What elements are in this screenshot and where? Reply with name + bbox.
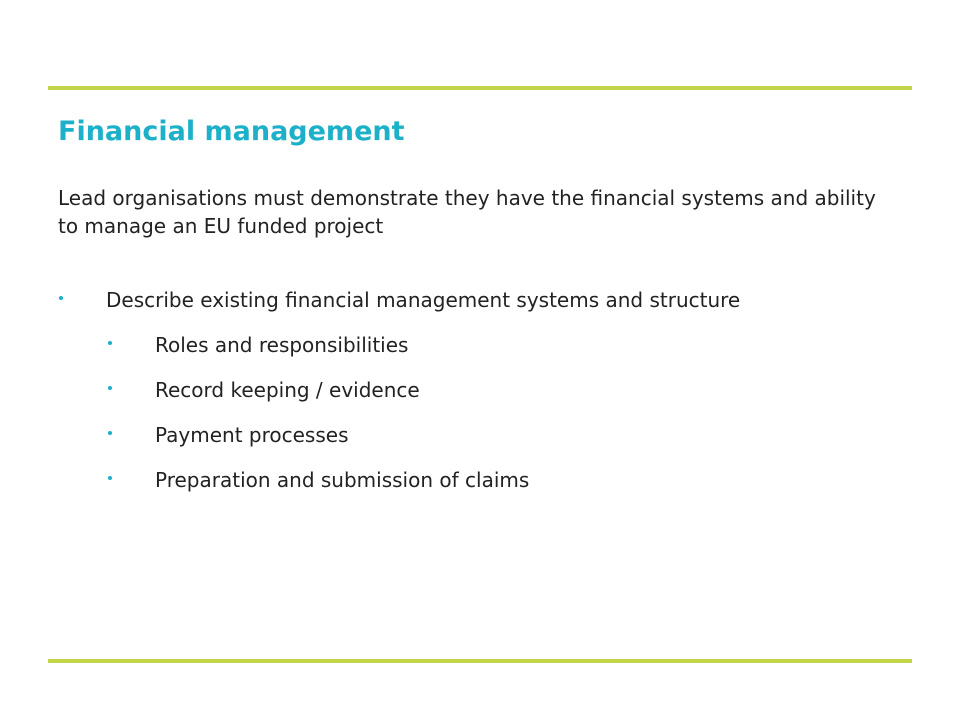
bullet-dot-icon [108, 431, 112, 435]
bullet-text: Payment processes [155, 423, 349, 447]
slide-title: Financial management [58, 116, 405, 147]
bullet-item-roles [0, 330, 960, 360]
bullet-text: Record keeping / evidence [155, 378, 420, 402]
bottom-divider-line [48, 659, 912, 663]
bullet-text: Roles and responsibilities [155, 333, 409, 357]
intro-paragraph: Lead organisations must demonstrate they have the financial systems and ability to manage an EU funded project [58, 186, 876, 238]
bullet-dot-icon [108, 341, 112, 345]
bullet-text: Preparation and submission of claims [155, 468, 530, 492]
bullet-item-record-keeping [0, 375, 960, 405]
bullet-item-describe-systems [0, 285, 960, 315]
top-divider-line [48, 86, 912, 90]
bullet-item-payment [0, 420, 960, 450]
bullet-dot-icon [59, 296, 63, 300]
bullet-text: Describe existing financial management systems and structure [106, 288, 741, 312]
bullet-item-claims [0, 465, 960, 495]
bullet-dot-icon [108, 386, 112, 390]
bullet-dot-icon [108, 476, 112, 480]
